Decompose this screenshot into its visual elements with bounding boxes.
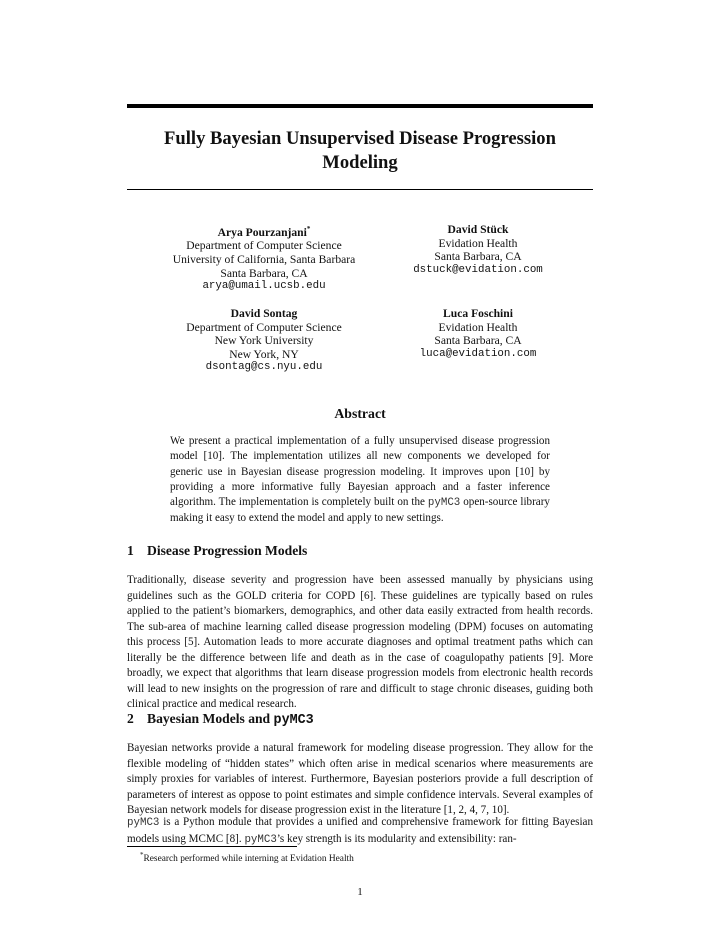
section-2-heading xyxy=(127,711,314,728)
title-top-rule xyxy=(127,104,593,108)
author-name: David Sontag xyxy=(230,307,298,320)
footnote-rule xyxy=(127,846,297,847)
section-1-paragraph: Traditionally, disease severity and progression have been assessed manually by physicians using guidelines such as the GOLD criteria for COPD [6]. These guidelines are typically based on rules applied to the patient’s biomarkers, demographics, and other data easily extracted from health records. The sub-area of machine learning called disease progression modeling (DPM) focuses on automating this process [5]. Automation leads to more accurate diagnoses and optimal treatment paths which can literally be the difference between life and death as in the case of coagulopathy patients [9]. More broadly, we expect that algorithms that learn disease progression models from electronic health records will lead to new insights on the progression of rare and difficult to stage chronic diseases, guiding both clinical practice and medical research. xyxy=(127,574,593,711)
section-title-code: pyMC3 xyxy=(273,713,314,728)
author-affiliation: Santa Barbara, CA xyxy=(220,266,308,280)
author-affiliation: New York University xyxy=(214,334,314,348)
author-block-2 xyxy=(358,223,598,277)
footnote-text: Research performed while interning at Evidation Health xyxy=(143,854,354,865)
author-affiliation: Department of Computer Science xyxy=(186,239,342,253)
author-name: Luca Foschini xyxy=(443,307,513,320)
author-name: Arya Pourzanjani xyxy=(217,225,307,239)
inline-code: pyMC3 xyxy=(244,833,277,846)
inline-code: pyMC3 xyxy=(127,817,160,829)
author-name: David Stück xyxy=(447,223,509,236)
abstract-text: We present a practical implementation of a fully unsupervised disease progression model [10]. The implementation utilizes all new components we developed for generic use in Bayesian disease progression modeling. It improves upon [10] by providing a more informative fully Bayesian approach and a faster inference algorithm. The implementation is completely built on the pyMC3 open-source library making it easy to extend the model and apply to new settings. xyxy=(170,435,550,525)
author-affiliation: Santa Barbara, CA xyxy=(434,334,522,348)
title-line-1: Fully Bayesian Unsupervised Disease Progression xyxy=(164,128,556,149)
page-number: 1 xyxy=(357,886,363,898)
author-email[interactable]: dsontag@cs.nyu.edu xyxy=(205,361,323,374)
author-affiliation: Evidation Health xyxy=(438,236,518,250)
author-footnote-marker: * xyxy=(306,225,311,233)
section-number: 2 xyxy=(127,711,134,726)
title-line-2: Modeling xyxy=(322,152,398,173)
author-affiliation: Santa Barbara, CA xyxy=(434,250,522,264)
author-block-1 xyxy=(144,223,384,294)
title-bottom-rule xyxy=(127,189,593,190)
section-2-paragraph-1: Bayesian networks provide a natural framework for modeling disease progression. They allow for the flexible modeling of “hidden states” which often arise in medical scenarios where measurements are simply proxies for variables of interest. Furthermore, Bayesian posteriors provide a full description of parameters of interest as oppose to point estimates and simple confidence intervals. Several examples of Bayesian network models for disease progression exist in the literature [1, 2, 4, 7, 10]. xyxy=(127,742,593,817)
inline-code: pyMC3 xyxy=(427,497,461,510)
author-block-3 xyxy=(144,307,384,375)
author-affiliation: Department of Computer Science xyxy=(186,320,342,334)
section-title: Disease Progression Models xyxy=(147,543,308,558)
author-affiliation: Evidation Health xyxy=(438,320,518,334)
section-1-heading xyxy=(127,543,307,559)
footnote xyxy=(140,851,354,864)
author-email[interactable]: arya@umail.ucsb.edu xyxy=(202,280,326,293)
author-affiliation: New York, NY xyxy=(229,347,299,361)
paper-title xyxy=(127,127,593,175)
author-affiliation: University of California, Santa Barbara xyxy=(172,253,356,267)
abstract-heading: Abstract xyxy=(334,406,386,421)
section-number: 1 xyxy=(127,543,134,558)
author-email[interactable]: dstuck@evidation.com xyxy=(413,263,543,276)
section-2-paragraph-2: pyMC3 is a Python module that provides a unified and comprehensive framework for fitting Bayesian models using MCMC [8]. pyMC3’s key strength is its modularity and extensibility: ran- xyxy=(127,816,593,846)
section-title: Bayesian Models and xyxy=(147,711,271,726)
footnote-marker: * xyxy=(140,851,144,859)
author-block-4 xyxy=(358,307,598,361)
author-email[interactable]: luca@evidation.com xyxy=(419,347,537,360)
